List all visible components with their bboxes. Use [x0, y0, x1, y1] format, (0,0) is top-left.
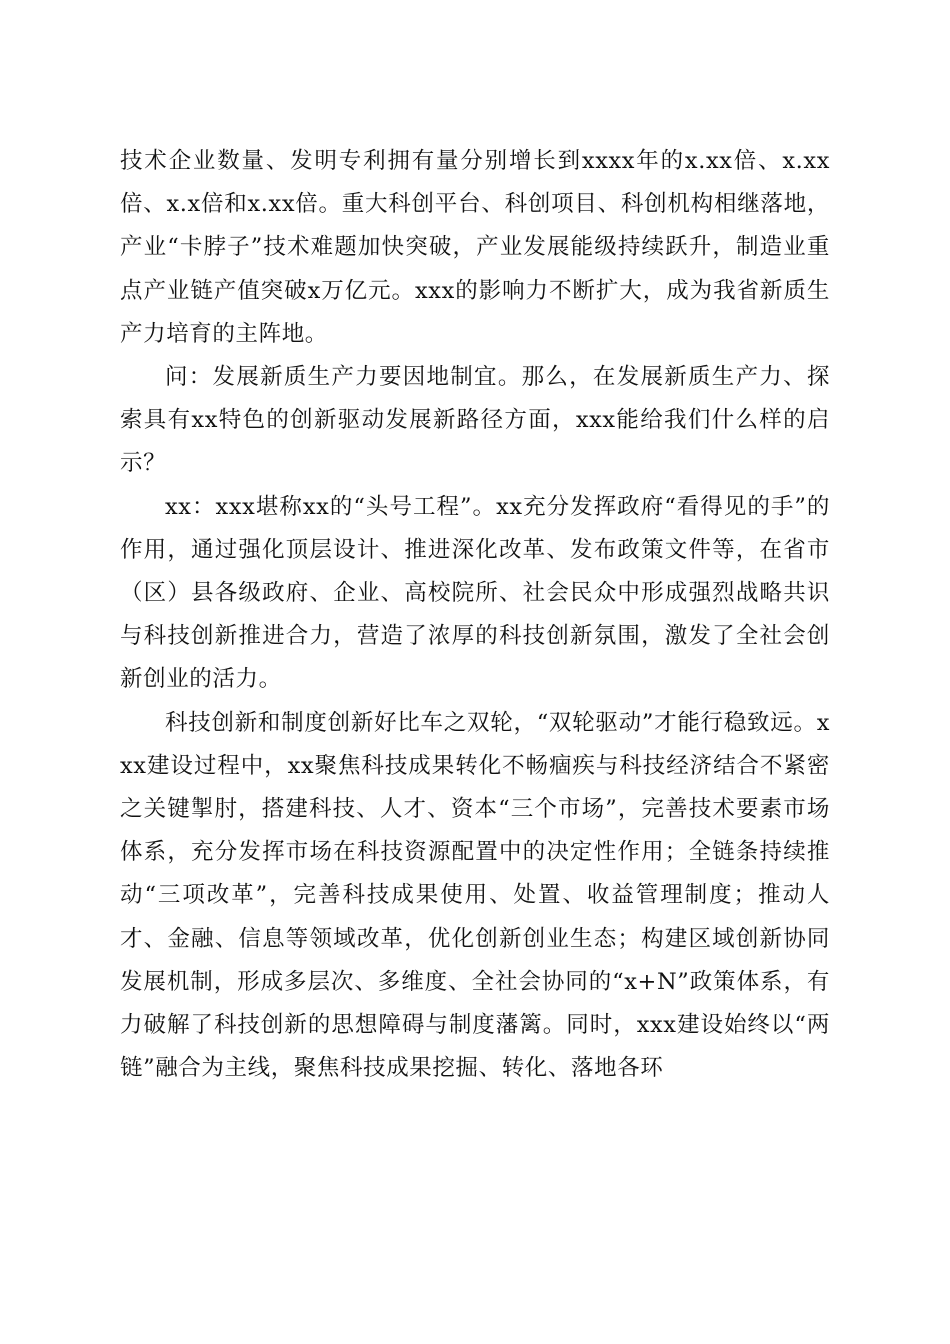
- body-text: [120, 140, 830, 1090]
- paragraph-continuation: 技术企业数量、发明专利拥有量分别增长到xxxx年的x.xx倍、x.xx倍、x.x倍和x.xx倍。重大科创平台、科创项目、科创机构相继落地，产业“卡脖子”技术难题加快突破，产业发展能级持续跃升，制造业重点产业链产值突破x万亿元。xxx的影响力不断扩大，成为我省新质生产力培育的主阵地。: [120, 148, 830, 347]
- paragraph-dual-wheel: 科技创新和制度创新好比车之双轮，“双轮驱动”才能行稳致远。xxx建设过程中，xx聚焦科技成果转化不畅痼疾与科技经济结合不紧密之关键掣肘，搭建科技、人才、资本“三个市场”，完善技术要素市场体系，充分发挥市场在科技资源配置中的决定性作用；全链条持续推动“三项改革”，完善科技成果使用、处置、收益管理制度；推动人才、金融、信息等领域改革，优化创新创业生态；构建区域创新协同发展机制，形成多层次、多维度、全社会协同的“x+N”政策体系，有力破解了科技创新的思想障碍与制度藩篱。同时，xxx建设始终以“两链”融合为主线，聚焦科技成果挖掘、转化、落地各环: [120, 709, 830, 1082]
- paragraph-answer: xx：xxx堪称xx的“头号工程”。xx充分发挥政府“看得见的手”的作用，通过强化顶层设计、推进深化改革、发布政策文件等，在省市（区）县各级政府、企业、高校院所、社会民众中形成强烈战略共识与科技创新推进合力，营造了浓厚的科技创新氛围，激发了全社会创新创业的活力。: [120, 493, 830, 693]
- paragraph-question: 问：发展新质生产力要因地制宜。那么，在发展新质生产力、探索具有xx特色的创新驱动发展新路径方面，xxx能给我们什么样的启示？: [120, 364, 830, 477]
